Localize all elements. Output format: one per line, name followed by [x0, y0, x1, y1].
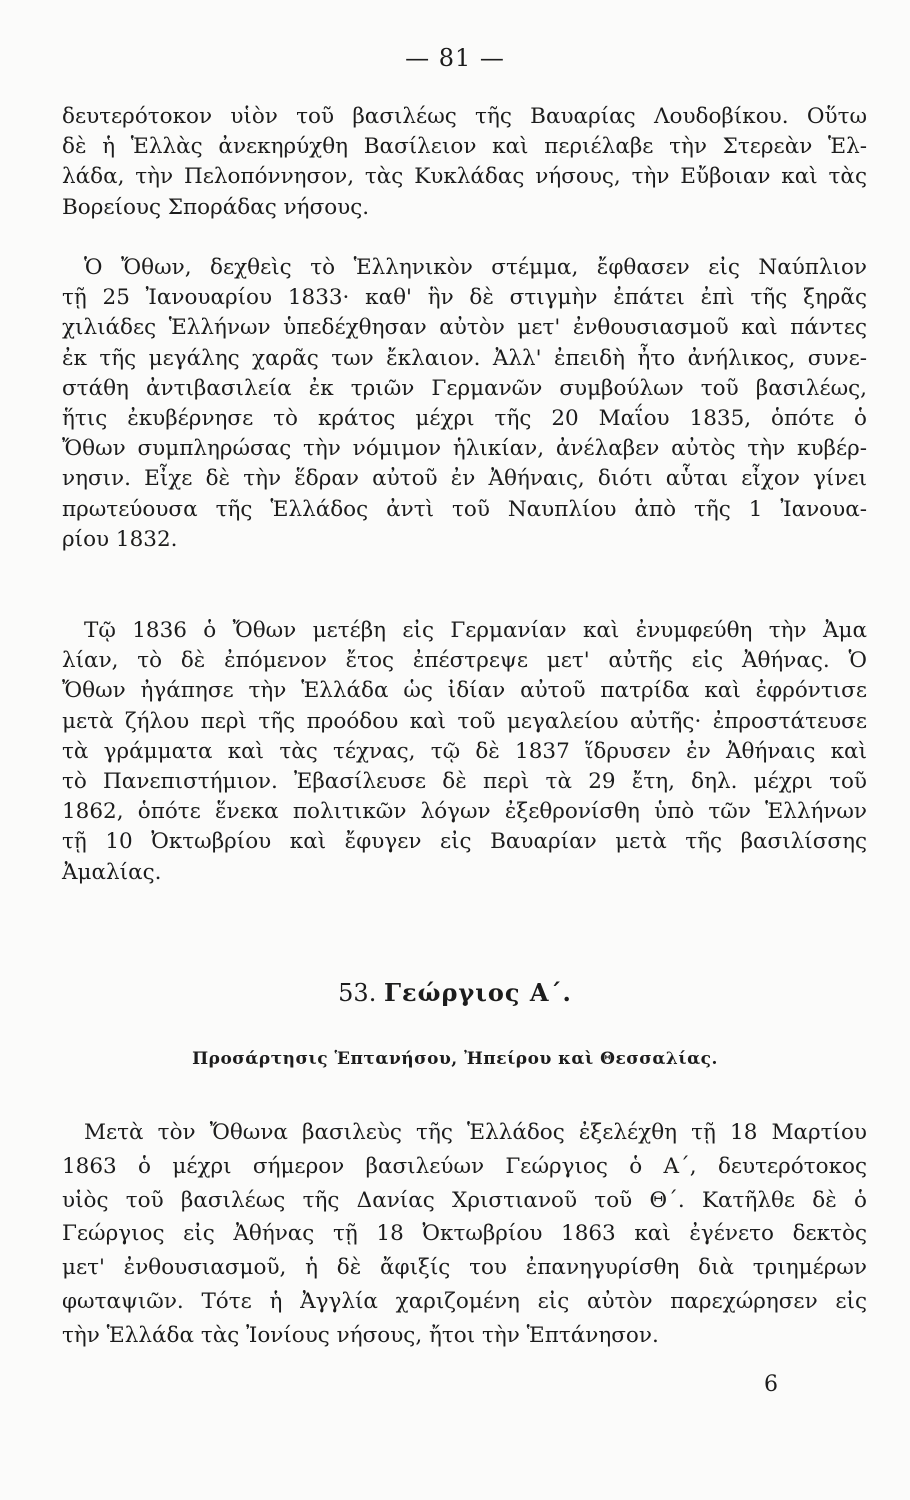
text-line: Τῷ 1836 ὁ Ὄθων μετέβη εἰς Γερμανίαν καὶ ἐνυμφεύθη τὴν Ἀμα — [84, 618, 867, 643]
paragraph-otto-heir — [62, 102, 867, 223]
text-line: τὸ Πανεπιστήμιον. Ἐβασίλευσε δὲ περὶ τὰ 29 ἔτη, δηλ. μέχρι τοῦ — [62, 768, 867, 794]
section-heading — [0, 978, 910, 1007]
page-number: — 81 — — [405, 44, 505, 72]
text-line: ρίου 1832. — [62, 526, 178, 552]
text-line: τῇ 25 Ἰανουαρίου 1833· καθ' ἣν δὲ στιγμὴν ἐπάτει ἐπὶ τῆς ξηρᾶς — [62, 285, 867, 311]
text-line: 1863 ὁ μέχρι σήμερον βασιλεύων Γεώργιος ὁ Α΄, δευτερότοκος — [62, 1153, 867, 1179]
text-line: Ἀμαλίας. — [62, 859, 162, 885]
text-line: υἱὸς τοῦ βασιλέως τῆς Δανίας Χριστιανοῦ τοῦ Θ΄. Κατῆλθε δὲ ὁ — [62, 1187, 867, 1213]
section-number: 53. — [338, 979, 377, 1007]
text-line: λίαν, τὸ δὲ ἐπόμενον ἔτος ἐπέστρεψε μετ' αὐτῆς εἰς Ἀθήνας. Ὁ — [62, 648, 867, 674]
text-line: φωταψιῶν. Τότε ἡ Ἀγγλία χαριζομένη εἰς αὐτὸν παρεχώρησεν εἰς — [62, 1288, 867, 1314]
text-line: τῇ 10 Ὀκτωβρίου καὶ ἔφυγεν εἰς Βαυαρίαν μετὰ τῆς βασιλίσσης — [62, 829, 867, 855]
text-line: Ὄθων συμπληρώσας τὴν νόμιμον ἡλικίαν, ἀνέλαβεν αὐτὸς τὴν κυβέρ- — [62, 436, 867, 462]
text-line: Βορείους Σποράδας νήσους. — [62, 194, 370, 220]
text-line: πρωτεύουσα τῆς Ἑλλάδος ἀντὶ τοῦ Ναυπλίου ἀπὸ τῆς 1 Ἰανουα- — [62, 496, 867, 522]
section-subtitle: Προσάρτησις Ἑπτανήσου, Ἠπείρου καὶ Θεσσαλίας. — [192, 1049, 718, 1069]
paragraph-george-i — [62, 1116, 867, 1353]
text-line: λάδα, τὴν Πελοπόννησον, τὰς Κυκλάδας νήσους, τὴν Εὔβοιαν καὶ τὰς — [62, 164, 867, 190]
text-line: δὲ ἡ Ἑλλὰς ἀνεκηρύχθη Βασίλειον καὶ περιέλαβε τὴν Στερεὰν Ἑλ- — [62, 134, 867, 160]
text-line: μετ' ἐνθουσιασμοῦ, ἡ δὲ ἄφιξίς του ἐπανηγυρίσθη διὰ τριημέρων — [62, 1255, 867, 1281]
text-line: μετὰ ζήλου περὶ τῆς προόδου καὶ τοῦ μεγαλείου αὐτῆς· ἐπροστάτευσε — [62, 708, 867, 734]
text-line: νησιν. Εἶχε δὲ τὴν ἕδραν αὐτοῦ ἐν Ἀθήναις, διότι αὗται εἶχον γίνει — [62, 466, 867, 492]
text-line: στάθη ἀντιβασιλεία ἐκ τριῶν Γερμανῶν συμβούλων τοῦ βασιλέως, — [62, 375, 867, 401]
text-line: χιλιάδες Ἑλλήνων ὑπεδέχθησαν αὐτὸν μετ' ἐνθουσιασμοῦ καὶ πάντες — [62, 315, 867, 341]
text-line: ἐκ τῆς μεγάλης χαρᾶς των ἔκλαιον. Ἀλλ' ἐπειδὴ ἦτο ἀνήλικος, συνε- — [62, 345, 867, 371]
text-line: Γεώργιος εἰς Ἀθήνας τῇ 18 Ὀκτωβρίου 1863 καὶ ἐγένετο δεκτὸς — [62, 1221, 867, 1247]
signature-mark: 6 — [764, 1372, 778, 1397]
text-line: Μετὰ τὸν Ὄθωνα βασιλεὺς τῆς Ἑλλάδος ἐξελέχθη τῇ 18 Μαρτίου — [84, 1120, 867, 1145]
text-line: Ὁ Ὄθων, δεχθεὶς τὸ Ἑλληνικὸν στέμμα, ἔφθασεν εἰς Ναύπλιον — [84, 255, 867, 280]
section-title: Γεώργιος Α΄. — [383, 978, 572, 1007]
text-line: δευτερότοκον υἱὸν τοῦ βασιλέως τῆς Βαυαρίας Λουδοβίκου. Οὕτω — [62, 104, 867, 129]
text-line: ἥτις ἐκυβέρνησε τὸ κράτος μέχρι τῆς 20 Μαΐου 1835, ὁπότε ὁ — [62, 405, 867, 431]
paragraph-otto-arrival — [62, 253, 867, 555]
text-line: Ὄθων ἠγάπησε τὴν Ἑλλάδα ὡς ἰδίαν αὐτοῦ πατρίδα καὶ ἐφρόντισε — [62, 678, 867, 704]
paragraph-otto-reign — [62, 616, 867, 888]
text-line: τὴν Ἑλλάδα τὰς Ἰονίους νήσους, ἤτοι τὴν Ἑπτάνησον. — [62, 1322, 659, 1348]
text-line: τὰ γράμματα καὶ τὰς τέχνας, τῷ δὲ 1837 ἵδρυσεν ἐν Ἀθήναις καὶ — [62, 738, 867, 764]
text-line: 1862, ὁπότε ἕνεκα πολιτικῶν λόγων ἐξεθρονίσθη ὑπὸ τῶν Ἑλλήνων — [62, 799, 867, 825]
